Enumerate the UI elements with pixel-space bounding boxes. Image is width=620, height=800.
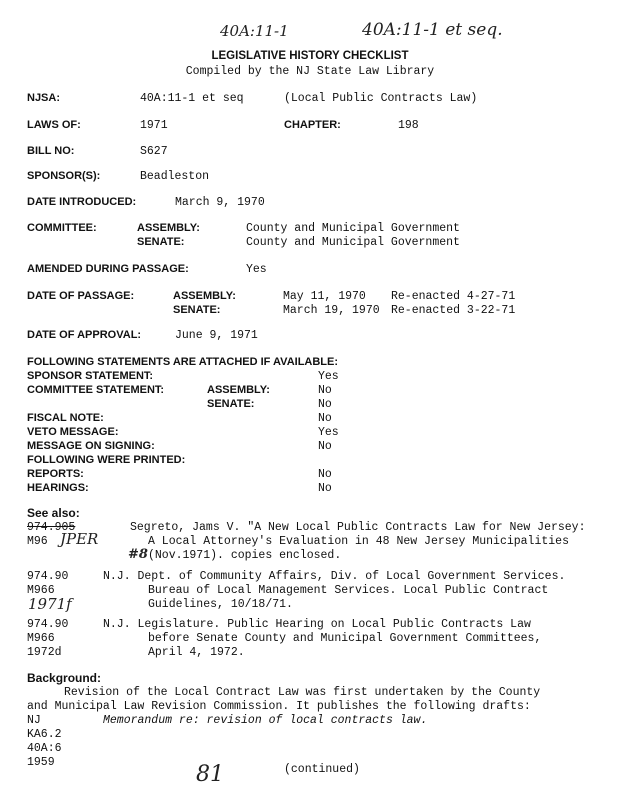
- sponsor-statement-label: SPONSOR STATEMENT:: [27, 370, 154, 382]
- nsa-value: 40A:11-1 et seq: [140, 92, 244, 105]
- see-also-1-handwritten-number: #8: [128, 547, 148, 562]
- fiscal-note-label: FISCAL NOTE:: [27, 412, 104, 424]
- committee-statement-assembly-value: No: [318, 384, 332, 397]
- see-also-2-line-2: Bureau of Local Management Services. Local Public Contract: [148, 584, 549, 597]
- passage-assembly-label: ASSEMBLY:: [173, 290, 236, 302]
- committee-assembly-label: ASSEMBLY:: [137, 222, 200, 234]
- committee-senate-label: SENATE:: [137, 236, 185, 248]
- nsa-label: NJSA:: [27, 92, 61, 104]
- see-also-2-call-number-2: M966: [27, 584, 55, 597]
- fiscal-note-value: No: [318, 412, 332, 425]
- signing-message-value: No: [318, 440, 332, 453]
- see-also-2-line-1: N.J. Dept. of Community Affairs, Div. of Local Government Services.: [103, 570, 566, 583]
- nsa-description: (Local Public Contracts Law): [284, 92, 478, 105]
- statements-heading: FOLLOWING STATEMENTS ARE ATTACHED IF AVAILABLE:: [27, 356, 339, 368]
- see-also-3-call-number-2: M966: [27, 632, 55, 645]
- see-also-2-line-3: Guidelines, 10/18/71.: [148, 598, 293, 611]
- committee-label: COMMITTEE:: [27, 222, 97, 234]
- see-also-1-handwritten-note: JPER: [60, 530, 99, 548]
- reports-value: No: [318, 468, 332, 481]
- amended-label: AMENDED DURING PASSAGE:: [27, 263, 189, 275]
- committee-statement-label: COMMITTEE STATEMENT:: [27, 384, 165, 396]
- see-also-1-line-1: Segreto, Jams V. "A New Local Public Contracts Law for New Jersey:: [130, 521, 586, 534]
- printed-heading: FOLLOWING WERE PRINTED:: [27, 454, 186, 466]
- passage-assembly-date: May 11, 1970: [283, 290, 366, 303]
- background-call-3: 40A:6: [27, 742, 62, 755]
- background-line-1: Revision of the Local Contract Law was first undertaken by the County: [64, 686, 541, 699]
- see-also-1-call-number-2: M96: [27, 535, 48, 548]
- document-title: LEGISLATIVE HISTORY CHECKLIST: [211, 50, 409, 62]
- date-introduced-label: DATE INTRODUCED:: [27, 196, 137, 208]
- approval-label: DATE OF APPROVAL:: [27, 329, 142, 341]
- sponsor-label: SPONSOR(S):: [27, 170, 101, 182]
- passage-label: DATE OF PASSAGE:: [27, 290, 135, 302]
- date-introduced-value: March 9, 1970: [175, 196, 265, 209]
- continued-note: (continued): [284, 763, 360, 776]
- laws-value: 1971: [140, 119, 168, 132]
- background-call-4: 1959: [27, 756, 55, 769]
- passage-senate-label: SENATE:: [173, 304, 221, 316]
- handwritten-citation-right: 40A:11-1 et seq.: [362, 20, 503, 40]
- see-also-2-handwritten-note: 1971f: [28, 595, 72, 613]
- amended-value: Yes: [246, 263, 267, 276]
- document-subtitle: Compiled by the NJ State Law Library: [185, 65, 435, 78]
- see-also-3-line-1: N.J. Legislature. Public Hearing on Local Public Contracts Law: [103, 618, 531, 631]
- see-also-1-call-number: 974.905: [27, 521, 76, 534]
- see-also-3-call-number-3: 1972d: [27, 646, 62, 659]
- see-also-heading: See also:: [27, 506, 80, 520]
- handwritten-citation-left: 40A:11-1: [220, 22, 289, 40]
- handwritten-page-number: 81: [196, 762, 224, 787]
- background-heading: Background:: [27, 671, 102, 685]
- sponsor-statement-value: Yes: [318, 370, 339, 383]
- hearings-label: HEARINGS:: [27, 482, 89, 494]
- background-line-2: and Municipal Law Revision Commission. It publishes the following drafts:: [27, 700, 531, 713]
- signing-message-label: MESSAGE ON SIGNING:: [27, 440, 155, 452]
- passage-senate-reenacted: Re-enacted 3-22-71: [391, 304, 516, 317]
- committee-assembly-value: County and Municipal Government: [246, 222, 460, 235]
- bill-label: BILL NO:: [27, 145, 75, 157]
- committee-statement-assembly-label: ASSEMBLY:: [207, 384, 270, 396]
- see-also-3-call-number: 974.90: [27, 618, 69, 631]
- hearings-value: No: [318, 482, 332, 495]
- reports-label: REPORTS:: [27, 468, 84, 480]
- committee-statement-senate-label: SENATE:: [207, 398, 255, 410]
- background-call-1: NJ: [27, 714, 41, 727]
- see-also-1-line-3: (Nov.1971). copies enclosed.: [148, 549, 342, 562]
- committee-senate-value: County and Municipal Government: [246, 236, 460, 249]
- see-also-1-line-2: A Local Attorney's Evaluation in 48 New Jersey Municipalities: [148, 535, 569, 548]
- chapter-label: CHAPTER:: [284, 119, 341, 131]
- laws-label: LAWS OF:: [27, 119, 81, 131]
- committee-statement-senate-value: No: [318, 398, 332, 411]
- veto-message-label: VETO MESSAGE:: [27, 426, 119, 438]
- approval-value: June 9, 1971: [175, 329, 258, 342]
- see-also-3-line-3: April 4, 1972.: [148, 646, 245, 659]
- see-also-3-line-2: before Senate County and Municipal Government Committees,: [148, 632, 542, 645]
- veto-message-value: Yes: [318, 426, 339, 439]
- sponsor-value: Beadleston: [140, 170, 210, 183]
- bill-value: S627: [140, 145, 168, 158]
- chapter-value: 198: [398, 119, 419, 132]
- see-also-2-call-number: 974.90: [27, 570, 69, 583]
- background-call-2: KA6.2: [27, 728, 62, 741]
- background-memo: Memorandum re: revision of local contracts law.: [103, 714, 428, 727]
- passage-assembly-reenacted: Re-enacted 4-27-71: [391, 290, 516, 303]
- passage-senate-date: March 19, 1970: [283, 304, 380, 317]
